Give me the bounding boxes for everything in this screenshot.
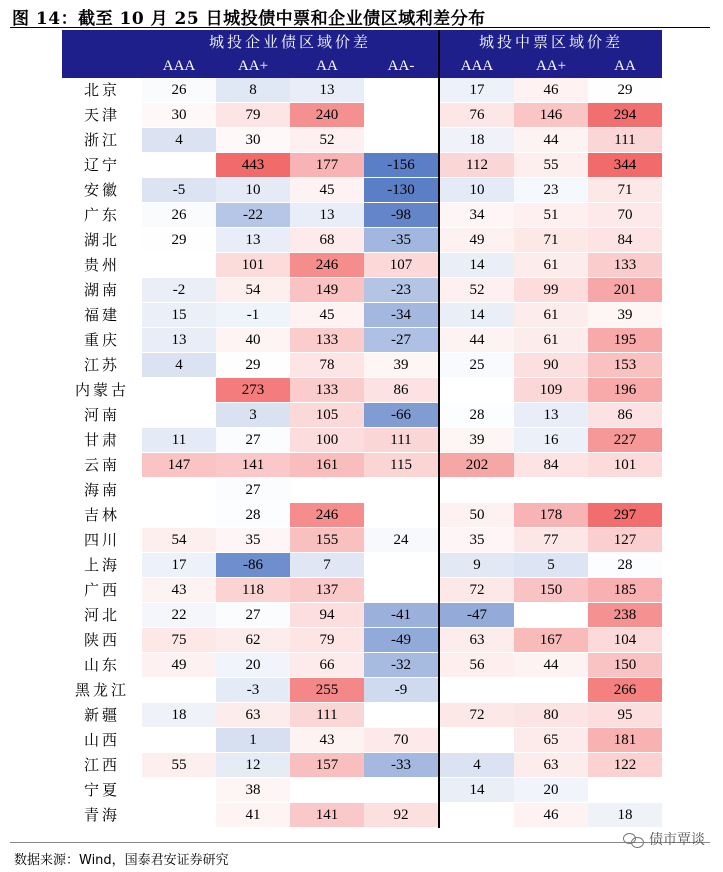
- heat-cell: 107: [364, 253, 439, 278]
- heat-cell: 133: [588, 253, 662, 278]
- heat-cell: 28: [216, 503, 290, 528]
- heat-cell: 75: [142, 628, 216, 653]
- province-label: 四川: [62, 528, 142, 553]
- heat-cell: [514, 478, 588, 503]
- heat-cell: [142, 153, 216, 178]
- heat-cell: -41: [364, 603, 439, 628]
- heat-cell: 266: [588, 678, 662, 703]
- heat-cell: 55: [142, 753, 216, 778]
- table-row: [62, 503, 662, 528]
- heat-cell: 52: [290, 128, 364, 153]
- group-header-mtn: 城投中票区域价差: [439, 30, 662, 54]
- heat-cell: 104: [588, 628, 662, 653]
- heat-cell: 246: [290, 253, 364, 278]
- heat-cell: 195: [588, 328, 662, 353]
- heat-cell: 28: [439, 403, 514, 428]
- heat-cell: 20: [514, 778, 588, 803]
- heat-cell: [439, 728, 514, 753]
- source-rule: [10, 842, 710, 843]
- heat-cell: 127: [588, 528, 662, 553]
- heat-cell: 153: [588, 353, 662, 378]
- heat-cell: 3: [216, 403, 290, 428]
- heat-cell: 13: [290, 78, 364, 103]
- province-label: 浙江: [62, 128, 142, 153]
- heat-cell: [290, 778, 364, 803]
- heat-cell: 35: [439, 528, 514, 553]
- heat-cell: 185: [588, 578, 662, 603]
- table-row: [62, 403, 662, 428]
- table-row: [62, 678, 662, 703]
- heat-cell: -49: [364, 628, 439, 653]
- heat-cell: [364, 503, 439, 528]
- heat-cell: [142, 728, 216, 753]
- heat-cell: 44: [439, 328, 514, 353]
- province-label: 安徽: [62, 178, 142, 203]
- heat-cell: 109: [514, 378, 588, 403]
- heat-cell: 54: [216, 278, 290, 303]
- heat-cell: 39: [439, 428, 514, 453]
- heat-cell: 63: [216, 703, 290, 728]
- heat-cell: 41: [216, 803, 290, 828]
- heat-cell: [439, 803, 514, 828]
- heat-cell: 70: [588, 203, 662, 228]
- title-rule: [10, 27, 710, 28]
- heat-cell: 11: [142, 428, 216, 453]
- heat-cell: -35: [364, 228, 439, 253]
- heat-cell: 63: [439, 628, 514, 653]
- table-row: [62, 778, 662, 803]
- heat-cell: 71: [514, 228, 588, 253]
- table-row: [62, 578, 662, 603]
- province-label: 陕西: [62, 628, 142, 653]
- heat-cell: 78: [290, 353, 364, 378]
- heat-cell: 40: [216, 328, 290, 353]
- province-label: 辽宁: [62, 153, 142, 178]
- table-row: [62, 78, 662, 103]
- table-row: [62, 103, 662, 128]
- heat-cell: 101: [588, 453, 662, 478]
- heat-cell: 27: [216, 428, 290, 453]
- heat-cell: 46: [514, 78, 588, 103]
- province-label: 上海: [62, 553, 142, 578]
- heat-cell: 294: [588, 103, 662, 128]
- province-label: 山东: [62, 653, 142, 678]
- heat-cell: 141: [290, 803, 364, 828]
- heat-cell: 240: [290, 103, 364, 128]
- heat-cell: 46: [514, 803, 588, 828]
- heat-cell: 68: [290, 228, 364, 253]
- heat-cell: 43: [290, 728, 364, 753]
- heat-cell: 14: [439, 778, 514, 803]
- heat-cell: 105: [290, 403, 364, 428]
- heat-cell: [364, 578, 439, 603]
- heat-cell: 111: [364, 428, 439, 453]
- heat-cell: [364, 703, 439, 728]
- heat-cell: [439, 378, 514, 403]
- table-row: [62, 253, 662, 278]
- heat-cell: 38: [216, 778, 290, 803]
- heat-cell: 84: [514, 453, 588, 478]
- table-row: [62, 753, 662, 778]
- province-label: 甘肃: [62, 428, 142, 453]
- heat-cell: 443: [216, 153, 290, 178]
- heat-cell: 54: [142, 528, 216, 553]
- heat-cell: 80: [514, 703, 588, 728]
- heat-cell: 72: [439, 703, 514, 728]
- heat-cell: 238: [588, 603, 662, 628]
- heat-cell: 49: [142, 653, 216, 678]
- province-label: 新疆: [62, 703, 142, 728]
- heat-cell: -9: [364, 678, 439, 703]
- wechat-icon: [623, 831, 645, 847]
- heat-cell: 18: [142, 703, 216, 728]
- table-row: [62, 128, 662, 153]
- heat-cell: 18: [439, 128, 514, 153]
- table-row: [62, 628, 662, 653]
- table-row: [62, 803, 662, 828]
- heat-cell: 86: [588, 403, 662, 428]
- province-label: 云南: [62, 453, 142, 478]
- table-row: [62, 553, 662, 578]
- heat-cell: 111: [588, 128, 662, 153]
- heat-cell: [514, 603, 588, 628]
- watermark: [623, 829, 705, 849]
- heat-cell: 72: [439, 578, 514, 603]
- heat-cell: 14: [439, 303, 514, 328]
- heat-cell: 44: [514, 128, 588, 153]
- heat-cell: 29: [142, 228, 216, 253]
- heat-cell: [142, 778, 216, 803]
- heat-cell: 51: [514, 203, 588, 228]
- heat-cell: 27: [216, 478, 290, 503]
- heat-cell: -33: [364, 753, 439, 778]
- table-row: [62, 703, 662, 728]
- heat-cell: 99: [514, 278, 588, 303]
- heat-cell: 178: [514, 503, 588, 528]
- province-label: 福建: [62, 303, 142, 328]
- heat-cell: 111: [290, 703, 364, 728]
- table-row: [62, 278, 662, 303]
- heat-cell: 17: [439, 78, 514, 103]
- province-label: 重庆: [62, 328, 142, 353]
- heat-cell: 76: [439, 103, 514, 128]
- heat-cell: 29: [216, 353, 290, 378]
- table-row: [62, 378, 662, 403]
- heat-cell: 92: [364, 803, 439, 828]
- table-row: [62, 328, 662, 353]
- heat-cell: 177: [290, 153, 364, 178]
- heat-cell: 22: [142, 603, 216, 628]
- heat-cell: [142, 503, 216, 528]
- province-label: 宁夏: [62, 778, 142, 803]
- province-label: 天津: [62, 103, 142, 128]
- heat-cell: [364, 553, 439, 578]
- heat-cell: 157: [290, 753, 364, 778]
- heat-cell: 20: [216, 653, 290, 678]
- heat-cell: 86: [364, 378, 439, 403]
- heat-cell: 95: [588, 703, 662, 728]
- heat-cell: 9: [439, 553, 514, 578]
- heat-cell: -5: [142, 178, 216, 203]
- heat-cell: 161: [290, 453, 364, 478]
- heat-cell: 45: [290, 303, 364, 328]
- heat-cell: -22: [216, 203, 290, 228]
- heat-cell: -156: [364, 153, 439, 178]
- table-row: [62, 528, 662, 553]
- province-label: 贵州: [62, 253, 142, 278]
- heat-cell: 44: [514, 653, 588, 678]
- heat-cell: [364, 478, 439, 503]
- heat-cell: -27: [364, 328, 439, 353]
- province-label: 山西: [62, 728, 142, 753]
- table-row: [62, 303, 662, 328]
- table-row: [62, 153, 662, 178]
- heat-cell: 137: [290, 578, 364, 603]
- province-label: 河南: [62, 403, 142, 428]
- heat-cell: 77: [514, 528, 588, 553]
- heat-cell: 52: [439, 278, 514, 303]
- heat-cell: 43: [142, 578, 216, 603]
- heat-cell: 65: [514, 728, 588, 753]
- table-row: [62, 228, 662, 253]
- heat-cell: 71: [588, 178, 662, 203]
- heat-cell: 13: [514, 403, 588, 428]
- heat-cell: [142, 378, 216, 403]
- group-header-row: [62, 30, 662, 54]
- heat-cell: -1: [216, 303, 290, 328]
- source-note: 数据来源：Wind，国泰君安证券研究: [14, 853, 229, 868]
- heat-cell: 13: [142, 328, 216, 353]
- heat-cell: -130: [364, 178, 439, 203]
- heat-cell: 14: [439, 253, 514, 278]
- heat-cell: 118: [216, 578, 290, 603]
- heat-cell: 23: [514, 178, 588, 203]
- heat-cell: 66: [290, 653, 364, 678]
- heat-cell: [142, 478, 216, 503]
- heat-cell: 133: [290, 378, 364, 403]
- heat-cell: -86: [216, 553, 290, 578]
- heat-cell: 297: [588, 503, 662, 528]
- figure-title: 图 14：截至 10 月 25 日城投债中票和企业债区域利差分布: [12, 9, 486, 29]
- table-row: [62, 478, 662, 503]
- heat-cell: 30: [142, 103, 216, 128]
- corner-header: [62, 30, 142, 78]
- province-label: 江苏: [62, 353, 142, 378]
- heat-cell: [439, 678, 514, 703]
- heat-cell: 5: [514, 553, 588, 578]
- heat-cell: 84: [588, 228, 662, 253]
- heat-cell: 61: [514, 303, 588, 328]
- heat-cell: [588, 778, 662, 803]
- heat-cell: 10: [216, 178, 290, 203]
- heat-cell: 255: [290, 678, 364, 703]
- rating-header: AA+: [216, 54, 290, 78]
- heat-cell: 7: [290, 553, 364, 578]
- heat-cell: 133: [290, 328, 364, 353]
- heat-cell: 16: [514, 428, 588, 453]
- table-row: [62, 353, 662, 378]
- heat-cell: [364, 128, 439, 153]
- heat-cell: 4: [439, 753, 514, 778]
- heat-cell: 28: [588, 553, 662, 578]
- heat-cell: 155: [290, 528, 364, 553]
- heat-cell: [364, 78, 439, 103]
- heat-cell: 39: [588, 303, 662, 328]
- heat-cell: 141: [216, 453, 290, 478]
- heat-cell: 150: [514, 578, 588, 603]
- rating-header: AA-: [364, 54, 439, 78]
- heatmap-body: [62, 78, 662, 828]
- province-label: 吉林: [62, 503, 142, 528]
- heat-cell: -3: [216, 678, 290, 703]
- province-label: 湖南: [62, 278, 142, 303]
- heat-cell: 61: [514, 328, 588, 353]
- province-label: 广东: [62, 203, 142, 228]
- table-row: [62, 453, 662, 478]
- heat-cell: 17: [142, 553, 216, 578]
- heat-cell: [142, 253, 216, 278]
- rating-header: AA+: [514, 54, 588, 78]
- heat-cell: 50: [439, 503, 514, 528]
- heat-cell: [142, 403, 216, 428]
- heat-cell: 101: [216, 253, 290, 278]
- group-header-enterprise-bond: 城投企业债区域价差: [142, 30, 439, 54]
- heat-cell: 62: [216, 628, 290, 653]
- heat-cell: 149: [290, 278, 364, 303]
- heat-cell: 35: [216, 528, 290, 553]
- heat-cell: 112: [439, 153, 514, 178]
- rating-header: AA: [290, 54, 364, 78]
- heat-cell: 15: [142, 303, 216, 328]
- heat-cell: -32: [364, 653, 439, 678]
- heat-cell: 49: [439, 228, 514, 253]
- province-label: 湖北: [62, 228, 142, 253]
- heat-cell: 30: [216, 128, 290, 153]
- heat-cell: 122: [588, 753, 662, 778]
- heat-cell: 10: [439, 178, 514, 203]
- heat-cell: -23: [364, 278, 439, 303]
- province-label: 广西: [62, 578, 142, 603]
- heat-cell: [364, 778, 439, 803]
- heat-cell: 63: [514, 753, 588, 778]
- heat-cell: 273: [216, 378, 290, 403]
- heat-cell: 26: [142, 78, 216, 103]
- heat-cell: 146: [514, 103, 588, 128]
- heat-cell: 181: [588, 728, 662, 753]
- heat-cell: [142, 678, 216, 703]
- heat-cell: 13: [216, 228, 290, 253]
- province-label: 江西: [62, 753, 142, 778]
- table-row: [62, 428, 662, 453]
- heat-cell: 13: [290, 203, 364, 228]
- table-row: [62, 203, 662, 228]
- heat-cell: 4: [142, 128, 216, 153]
- heat-cell: [364, 103, 439, 128]
- table-row: [62, 653, 662, 678]
- heat-cell: 56: [439, 653, 514, 678]
- heat-cell: 150: [588, 653, 662, 678]
- heat-cell: -66: [364, 403, 439, 428]
- heat-cell: 94: [290, 603, 364, 628]
- heat-cell: 227: [588, 428, 662, 453]
- heat-cell: 24: [364, 528, 439, 553]
- heat-cell: 79: [290, 628, 364, 653]
- heat-cell: 39: [364, 353, 439, 378]
- heat-cell: [439, 478, 514, 503]
- province-label: 黑龙江: [62, 678, 142, 703]
- rating-header: AA: [588, 54, 662, 78]
- heat-cell: 115: [364, 453, 439, 478]
- heat-cell: 70: [364, 728, 439, 753]
- table-row: [62, 728, 662, 753]
- table-row: [62, 178, 662, 203]
- heat-cell: 147: [142, 453, 216, 478]
- heat-cell: 246: [290, 503, 364, 528]
- heat-cell: 90: [514, 353, 588, 378]
- heat-cell: -2: [142, 278, 216, 303]
- watermark-text: 债市覃谈: [649, 832, 705, 848]
- heat-cell: [290, 478, 364, 503]
- heat-cell: -47: [439, 603, 514, 628]
- heat-cell: 18: [588, 803, 662, 828]
- heat-cell: 25: [439, 353, 514, 378]
- rating-header: AAA: [142, 54, 216, 78]
- heat-cell: -34: [364, 303, 439, 328]
- heat-cell: 100: [290, 428, 364, 453]
- province-label: 内蒙古: [62, 378, 142, 403]
- heat-cell: 55: [514, 153, 588, 178]
- spread-heatmap-table: [62, 30, 662, 828]
- heat-cell: 196: [588, 378, 662, 403]
- rating-header-row: [62, 54, 662, 78]
- heat-cell: 1: [216, 728, 290, 753]
- heat-cell: [588, 478, 662, 503]
- heat-cell: 34: [439, 203, 514, 228]
- heat-cell: [142, 803, 216, 828]
- heat-cell: 79: [216, 103, 290, 128]
- province-label: 海南: [62, 478, 142, 503]
- heat-cell: 167: [514, 628, 588, 653]
- heat-cell: 61: [514, 253, 588, 278]
- table-row: [62, 603, 662, 628]
- heat-cell: 8: [216, 78, 290, 103]
- heat-cell: 344: [588, 153, 662, 178]
- heat-cell: 29: [588, 78, 662, 103]
- heat-cell: 202: [439, 453, 514, 478]
- heat-cell: 45: [290, 178, 364, 203]
- province-label: 河北: [62, 603, 142, 628]
- heat-cell: -98: [364, 203, 439, 228]
- heat-cell: 27: [216, 603, 290, 628]
- rating-header: AAA: [439, 54, 514, 78]
- province-label: 北京: [62, 78, 142, 103]
- heat-cell: 201: [588, 278, 662, 303]
- province-label: 青海: [62, 803, 142, 828]
- heat-cell: [514, 678, 588, 703]
- heat-cell: 12: [216, 753, 290, 778]
- heat-cell: 4: [142, 353, 216, 378]
- heat-cell: 26: [142, 203, 216, 228]
